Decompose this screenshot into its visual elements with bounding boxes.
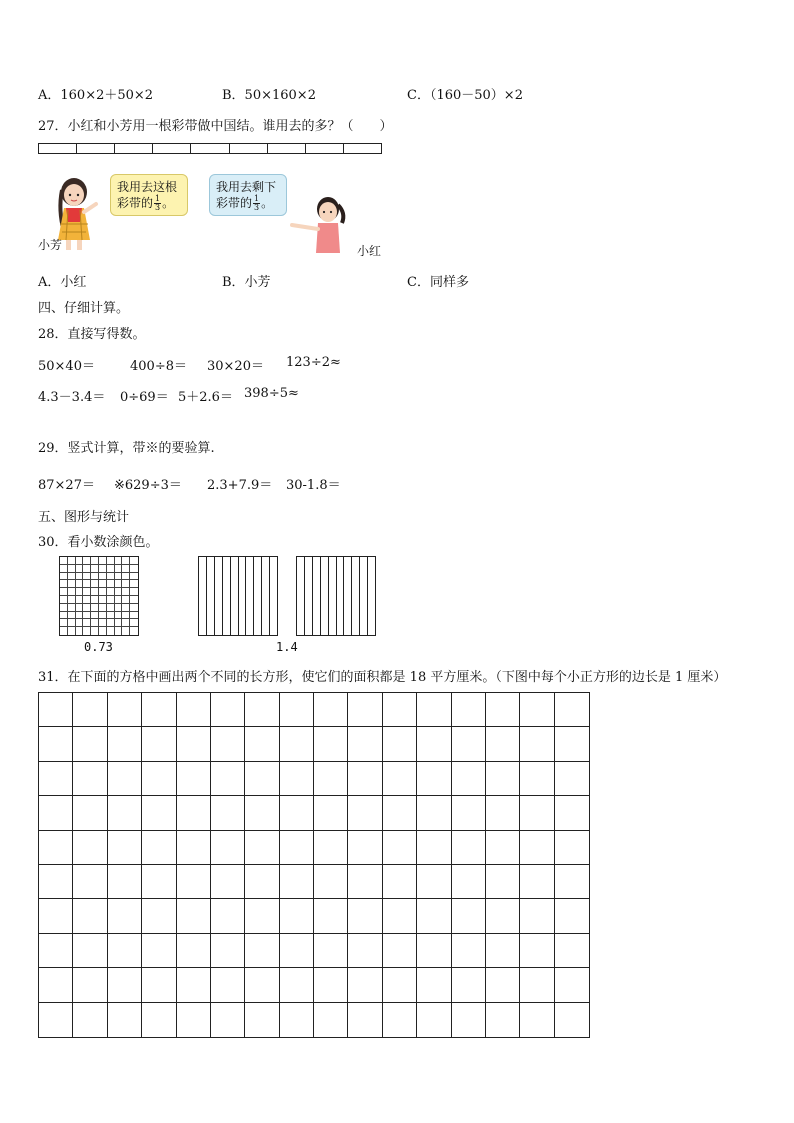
fraction-denominator: 3 <box>254 203 260 212</box>
ribbon-segment <box>230 144 268 153</box>
section-four-heading: 四、仔细计算。 <box>38 301 130 316</box>
speech-bubble-left <box>110 174 188 216</box>
ribbon-segment <box>191 144 229 153</box>
ribbon-segment <box>77 144 115 153</box>
name-xiaohong: 小红 <box>357 244 382 258</box>
section-five-heading: 五、图形与统计 <box>38 510 130 525</box>
fraction-denominator: 3 <box>155 203 161 212</box>
tenths-strip-square-1[interactable] <box>198 556 278 636</box>
ribbon-segment <box>153 144 191 153</box>
q27-option-a[interactable]: A．小红 <box>38 275 87 290</box>
bubble-left-prefix: 彩带的 <box>117 196 154 210</box>
q28-item: 30×20＝ <box>207 359 264 374</box>
bubble-right-suffix: 。 <box>261 196 274 210</box>
q29-item: 2.3+7.9＝ <box>207 478 273 493</box>
q28-item: 50×40＝ <box>38 359 95 374</box>
bubble-right-line1: 我用去剩下 <box>216 180 277 194</box>
q29-title: 29．竖式计算，带※的要验算. <box>38 441 215 456</box>
ribbon-segment <box>268 144 306 153</box>
q30-label-073: 0.73 <box>84 640 113 654</box>
q28-item: 400÷8＝ <box>130 359 187 374</box>
bubble-left-suffix: 。 <box>162 196 175 210</box>
q28-item: 5＋2.6＝ <box>178 390 233 405</box>
q28-title: 28．直接写得数。 <box>38 327 146 342</box>
ribbon-segment <box>39 144 77 153</box>
bubble-right-line2 <box>216 195 280 212</box>
ribbon-segment <box>115 144 153 153</box>
q26-option-c[interactable]: C．（160－50）×2 <box>407 88 523 103</box>
girl-xiaohong-illustration <box>286 195 356 257</box>
bubble-left-line2 <box>117 195 181 212</box>
ribbon-segment <box>344 144 381 153</box>
q29-item: ※629÷3＝ <box>114 478 182 493</box>
q30-title: 30．看小数涂颜色。 <box>38 535 159 550</box>
q26-option-b[interactable]: B．50×160×2 <box>222 88 316 103</box>
fraction-numerator: 1 <box>155 194 161 203</box>
q29-item: 87×27＝ <box>38 478 95 493</box>
fraction-numerator: 1 <box>254 194 260 203</box>
q27-question: 27．小红和小芳用一根彩带做中国结。谁用去的多？（ ） <box>38 119 393 134</box>
hundred-grid[interactable] <box>59 556 139 636</box>
ribbon-segment <box>306 144 344 153</box>
bubble-right-prefix: 彩带的 <box>216 196 253 210</box>
q28-item: 4.3－3.4＝ <box>38 390 106 405</box>
q29-item: 30-1.8＝ <box>286 478 341 493</box>
q31-title: 31．在下面的方格中画出两个不同的长方形，使它们的面积都是 18 平方厘米。（下图中每个小正方形的边长是 1 厘米） <box>38 670 727 685</box>
fraction-one-third <box>253 195 260 212</box>
square-grid-16x10[interactable] <box>38 692 590 1038</box>
speech-bubble-right <box>209 174 287 216</box>
q30-label-14: 1.4 <box>276 640 298 654</box>
q28-item: 0÷69＝ <box>120 390 169 405</box>
q28-item: 123÷2≈ <box>286 355 341 370</box>
tenths-strip-square-2[interactable] <box>296 556 376 636</box>
q28-item: 398÷5≈ <box>244 386 299 401</box>
q27-option-c[interactable]: C．同样多 <box>407 275 469 290</box>
fraction-one-third <box>154 195 161 212</box>
ribbon-bar <box>38 143 382 154</box>
name-xiaofang: 小芳 <box>38 238 63 252</box>
q27-option-b[interactable]: B．小芳 <box>222 275 271 290</box>
q26-option-a[interactable]: A．160×2＋50×2 <box>38 88 154 103</box>
bubble-left-line1: 我用去这根 <box>117 180 178 194</box>
